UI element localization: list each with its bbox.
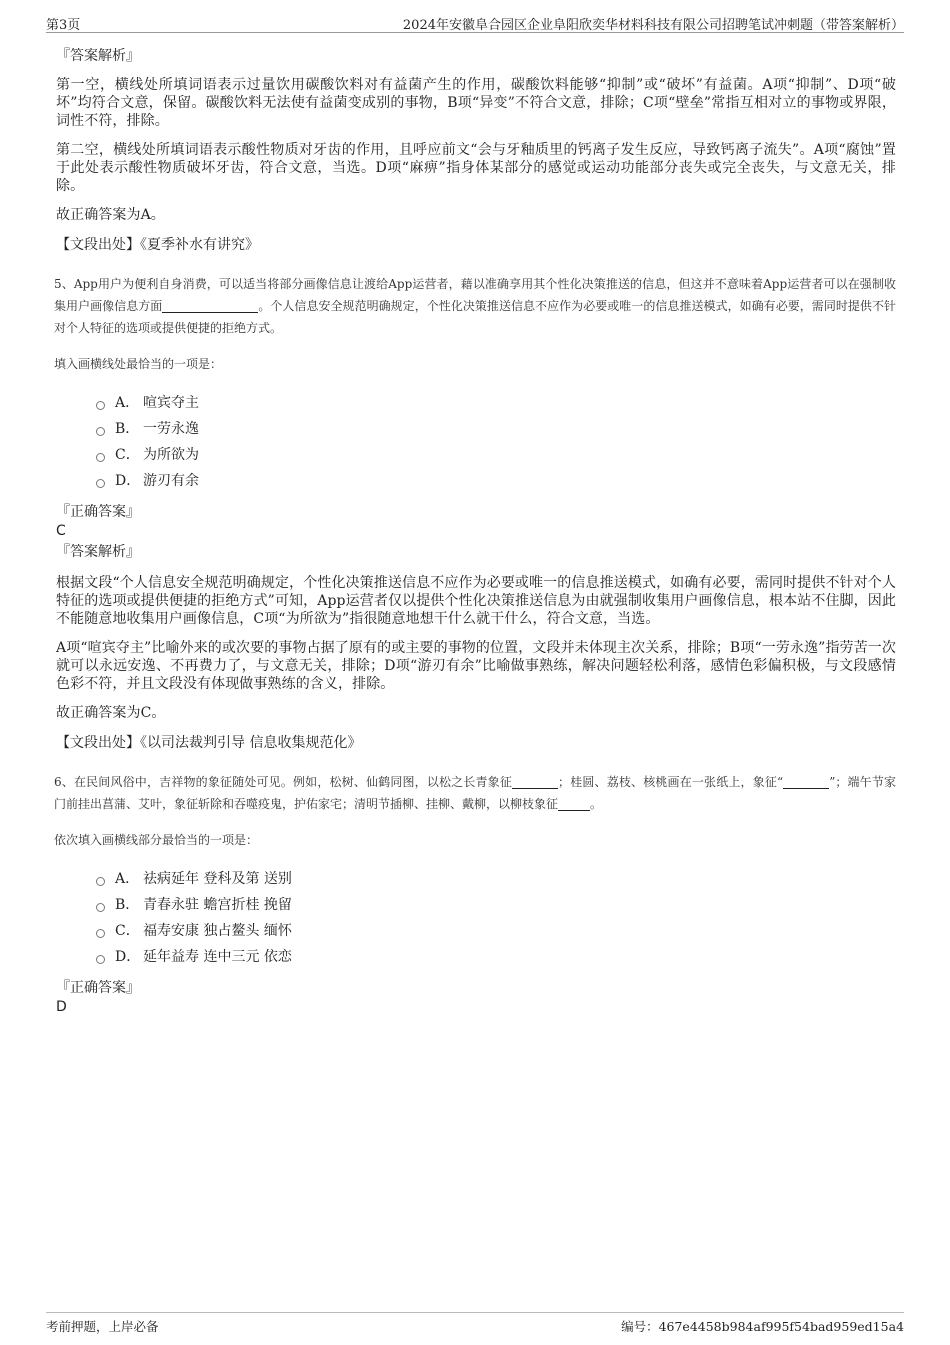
analysis-paragraph: 第一空，横线处所填词语表示过量饮用碳酸饮料对有益菌产生的作用，碳酸饮料能够“抑制”或“破坏”有益菌。A项“抑制”、D项“破坏”均符合文意，保留。碳酸饮料无法使有益菌变成别的事物，B项“异变”不符合文意，排除；C项“壁垒”常指互相对立的事物或界限，词性不符，排除。 — [56, 77, 896, 129]
option-b[interactable]: B． 青春永驻 蟾宫折桂 挽留 — [96, 892, 896, 918]
analysis-label: 『答案解析』 — [56, 544, 140, 560]
fill-blank — [783, 774, 829, 789]
option-a[interactable]: A． 祛病延年 登科及第 送别 — [96, 866, 896, 892]
question-text: 5、App用户为便利自身消费，可以适当将部分画像信息让渡给App运营者，藉以准确享用其个性化决策推送的信息，但这并不意味着App运营者可以在强制收集用户画像信息方面 。个人信息安全规范明确规定，个性化决策推送信息不应作为必要或唯一的信息推送模式，如确有必要，需同时提供不针对个人特征的选项或提供便捷的拒绝方式。 — [54, 277, 896, 335]
document-title: 2024年安徽阜合园区企业阜阳欣奕华材料科技有限公司招聘笔试冲刺题（带答案解析） — [402, 18, 904, 33]
fill-blank — [558, 796, 590, 811]
page-header — [46, 12, 904, 33]
analysis-label: 『答案解析』 — [56, 48, 140, 64]
fill-blank — [162, 298, 258, 313]
page-footer — [46, 1312, 904, 1335]
question-prompt: 填入画横线处最恰当的一项是： — [54, 357, 223, 371]
correct-answer: C — [56, 523, 66, 539]
correct-answer: D — [56, 999, 67, 1015]
analysis-paragraph: 根据文段“个人信息安全规范明确规定，个性化决策推送信息不应作为必要或唯一的信息推送模式，如确有必要，需同时提供不针对个人特征的选项或提供便捷的拒绝方式”可知，App运营者仅以提供个性化决策推送信息为由就强制收集用户画像信息，根本站不住脚，因此不能随意地收集用户画像信息，C项“为所欲为”指很随意地想干什么就干什么，符合文意，当选。 — [56, 575, 896, 627]
options-list — [96, 390, 896, 494]
correct-answer-label: 『正确答案』 — [56, 980, 140, 996]
correct-answer-label: 『正确答案』 — [56, 504, 140, 520]
question-5 — [56, 273, 896, 753]
document-id: 编号：467e4458b984af995f54bad959ed15a4 — [621, 1319, 904, 1334]
question-prompt: 依次填入画横线部分最恰当的一项是： — [54, 833, 259, 847]
question-6 — [56, 771, 896, 1016]
option-c[interactable]: C． 为所欲为 — [96, 442, 896, 468]
radio-icon[interactable] — [96, 427, 105, 436]
page-content — [56, 46, 896, 1018]
footer-slogan: 考前押题，上岸必备 — [46, 1319, 159, 1334]
radio-icon[interactable] — [96, 479, 105, 488]
options-list — [96, 866, 896, 970]
option-d[interactable]: D． 游刃有余 — [96, 468, 896, 494]
radio-icon[interactable] — [96, 401, 105, 410]
source-citation: 【文段出处】《夏季补水有讲究》 — [56, 237, 259, 253]
analysis-paragraph: A项“喧宾夺主”比喻外来的或次要的事物占据了原有的或主要的事物的位置，文段并未体现主次关系，排除；B项“一劳永逸”指劳苦一次就可以永远安逸、不再费力了，与文意无关，排除；D项“游刃有余”比喻做事熟练，解决问题轻松利落，感情色彩偏积极，与文段感情色彩不符，并且文段没有体现做事熟练的含义，排除。 — [56, 640, 896, 692]
radio-icon[interactable] — [96, 453, 105, 462]
question-text: 6、在民间风俗中，吉祥物的象征随处可见。例如，松树、仙鹤同图，以松之长青象征 ；桂圆、荔枝、核桃画在一张纸上，象征“ ”；端午节家门前挂出菖蒲、艾叶，象征斩除和吞噬疫鬼，护佑家宅；清明节插柳、挂柳、戴柳，以柳枝象征 。 — [54, 775, 897, 811]
analysis-conclusion: 故正确答案为A。 — [56, 207, 165, 223]
analysis-conclusion: 故正确答案为C。 — [56, 705, 166, 721]
radio-icon[interactable] — [96, 877, 105, 886]
radio-icon[interactable] — [96, 955, 105, 964]
option-c[interactable]: C． 福寿安康 独占鳌头 缅怀 — [96, 918, 896, 944]
radio-icon[interactable] — [96, 929, 105, 938]
analysis-paragraph: 第二空，横线处所填词语表示酸性物质对牙齿的作用，且呼应前文“会与牙釉质里的钙离子发生反应，导致钙离子流失”。A项“腐蚀”置于此处表示酸性物质破坏牙齿，符合文意，当选。D项“麻痹”指身体某部分的感觉或运动功能部分丧失或完全丧失，与文意无关，排除。 — [56, 142, 896, 194]
fill-blank — [512, 774, 558, 789]
page-number: 第3页 — [46, 18, 81, 33]
option-b[interactable]: B． 一劳永逸 — [96, 416, 896, 442]
option-d[interactable]: D． 延年益寿 连中三元 依恋 — [96, 944, 896, 970]
source-citation: 【文段出处】《以司法裁判引导 信息收集规范化》 — [56, 735, 362, 751]
radio-icon[interactable] — [96, 903, 105, 912]
option-a[interactable]: A． 喧宾夺主 — [96, 390, 896, 416]
